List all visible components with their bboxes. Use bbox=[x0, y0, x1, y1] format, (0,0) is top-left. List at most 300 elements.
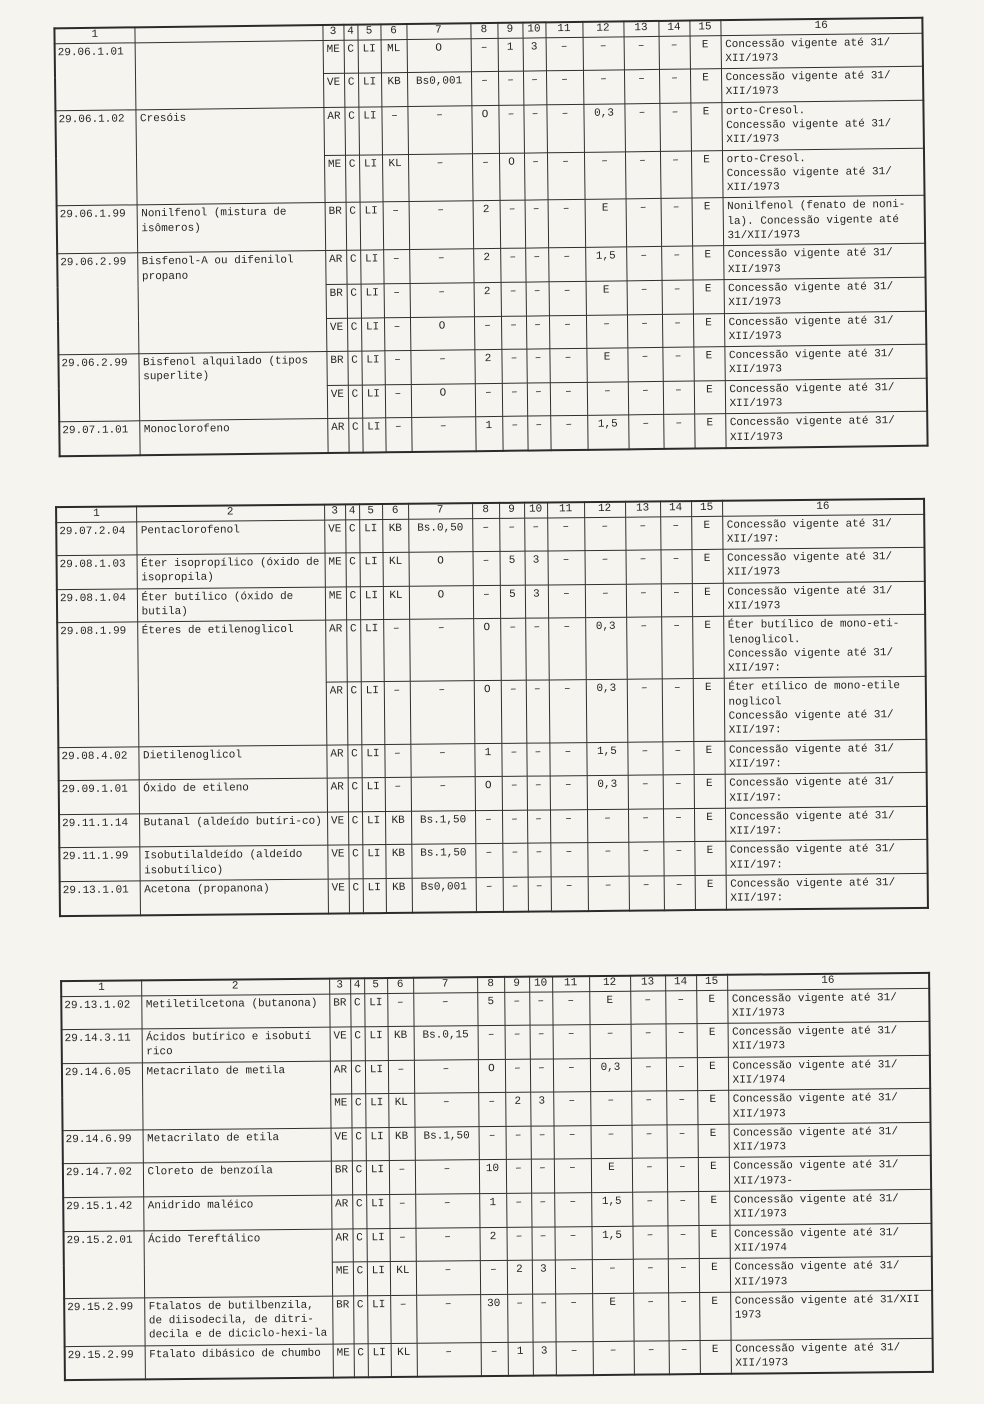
cell-value: KL bbox=[383, 552, 409, 586]
cell-value: AR bbox=[325, 620, 347, 682]
cell-value: 3 bbox=[533, 1342, 556, 1376]
cell-value: – bbox=[663, 414, 694, 448]
cell-value: – bbox=[668, 1259, 699, 1293]
cell-value: – bbox=[629, 876, 664, 910]
cell-value: – bbox=[662, 679, 694, 741]
cell-value: E bbox=[694, 775, 725, 809]
cell-value: – bbox=[633, 1293, 668, 1341]
cell-observation: Concessão vigente até 31/ XII/1973 bbox=[723, 244, 925, 280]
cell-value: LI bbox=[358, 73, 381, 107]
cell-value: – bbox=[413, 992, 477, 1026]
cell-value: – bbox=[550, 382, 587, 416]
cell-value: E bbox=[586, 348, 627, 382]
cell-code: 29.07.2.04 bbox=[56, 521, 136, 555]
cell-value: – bbox=[501, 681, 527, 743]
tariff-table-3 bbox=[60, 972, 934, 1382]
table-row bbox=[64, 1290, 932, 1346]
cell-value: AR bbox=[331, 1229, 352, 1263]
cell-value: LI bbox=[365, 1094, 388, 1128]
cell-code: 29.14.7.02 bbox=[63, 1163, 143, 1197]
cell-value: AR bbox=[325, 251, 346, 285]
cell-value: – bbox=[547, 517, 584, 551]
cell-value: E bbox=[690, 35, 721, 69]
column-header: 2 bbox=[141, 979, 329, 996]
cell-value: – bbox=[389, 1161, 415, 1195]
cell-value: – bbox=[659, 36, 690, 70]
cell-value: – bbox=[553, 1058, 590, 1092]
cell-value: 30 bbox=[480, 1294, 507, 1342]
cell-value: – bbox=[661, 246, 692, 280]
cell-value: – bbox=[626, 247, 661, 281]
cell-value: LI bbox=[366, 1127, 389, 1161]
cell-value: C bbox=[347, 284, 361, 318]
cell-value: – bbox=[667, 1124, 698, 1158]
cell-value: E bbox=[697, 1091, 728, 1125]
cell-product-name: Bisfenol alquilado (tipos superlite) bbox=[138, 352, 327, 421]
cell-code: 29.15.2.99 bbox=[65, 1346, 145, 1381]
cell-code: 29.15.1.42 bbox=[63, 1197, 143, 1231]
cell-value: – bbox=[408, 153, 473, 202]
cell-value: – bbox=[471, 38, 498, 72]
cell-value: 2 bbox=[479, 1227, 506, 1261]
cell-value: 0,3 bbox=[583, 104, 625, 152]
column-header: 10 bbox=[529, 976, 552, 991]
cell-value: 2 bbox=[473, 201, 501, 249]
column-header: 11 bbox=[545, 22, 582, 37]
cell-value: – bbox=[550, 776, 587, 810]
cell-value: VE bbox=[327, 385, 348, 419]
cell-value: – bbox=[410, 350, 474, 384]
column-header: 4 bbox=[350, 978, 364, 993]
cell-observation: Concessão vigente até 31/ XII/1973 bbox=[730, 1257, 932, 1293]
column-header: 1 bbox=[54, 27, 134, 43]
cell-product-name: Monoclorofeno bbox=[139, 419, 327, 455]
cell-value: – bbox=[410, 681, 475, 744]
cell-value: – bbox=[663, 808, 694, 842]
cell-value: KB bbox=[381, 73, 407, 107]
cell-code: 29.06.1.02 bbox=[55, 110, 136, 207]
cell-value: 5 bbox=[477, 992, 504, 1026]
cell-value: – bbox=[500, 618, 526, 680]
cell-value: C bbox=[352, 1128, 366, 1162]
cell-value: – bbox=[585, 550, 626, 584]
cell-value: – bbox=[531, 1193, 554, 1227]
cell-value: 5 bbox=[500, 551, 525, 585]
cell-product-name: Éter butílico (óxido de butila) bbox=[137, 587, 325, 622]
cell-value: ME bbox=[333, 1344, 354, 1378]
cell-value: E bbox=[694, 808, 725, 842]
cell-code: 29.07.1.01 bbox=[59, 421, 139, 456]
cell-value: – bbox=[667, 1192, 698, 1226]
cell-value: VE bbox=[331, 1128, 352, 1162]
cell-value: – bbox=[625, 516, 660, 550]
cell-value: LI bbox=[362, 385, 385, 419]
cell-value: 1 bbox=[479, 1193, 506, 1227]
cell-value: – bbox=[531, 1159, 554, 1193]
cell-value: – bbox=[627, 679, 663, 742]
cell-observation: Concessão vigente até 31/ XII/1973 bbox=[729, 1122, 931, 1158]
cell-value: – bbox=[626, 617, 662, 680]
cell-product-name: Ftalatos de butilbenzila, de diisodecila, de ditri-decila e de diciclo-hexi-la bbox=[144, 1296, 332, 1346]
cell-value: KL bbox=[383, 586, 409, 620]
cell-value: – bbox=[532, 1294, 555, 1342]
column-header: 4 bbox=[343, 25, 357, 40]
cell-value: ME bbox=[325, 553, 346, 587]
cell-value: C bbox=[345, 155, 360, 203]
cell-value: – bbox=[593, 1341, 634, 1375]
cell-product-name: Óxido de etileno bbox=[139, 778, 327, 813]
cell-value: – bbox=[552, 991, 589, 1025]
cell-value: – bbox=[416, 1261, 480, 1295]
cell-value: C bbox=[354, 1343, 368, 1377]
cell-value: O bbox=[409, 552, 473, 586]
cell-value: – bbox=[505, 1025, 530, 1059]
cell-value: LI bbox=[360, 553, 383, 587]
cell-value: – bbox=[626, 199, 662, 247]
cell-value: E bbox=[691, 549, 722, 583]
cell-value: – bbox=[501, 349, 526, 383]
cell-value: ME bbox=[325, 587, 346, 621]
cell-value: – bbox=[554, 1226, 591, 1260]
cell-value: E bbox=[692, 583, 723, 617]
cell-value: 2 bbox=[507, 1260, 532, 1294]
cell-observation: Éter etílico de mono-etile noglicol Concessão vigente até 31/ XII/197: bbox=[724, 677, 927, 741]
cell-value: – bbox=[502, 776, 527, 810]
cell-value: C bbox=[348, 845, 362, 879]
cell-observation: Concessão vigente até 31/ XII/1973 bbox=[725, 378, 927, 414]
cell-value: AR bbox=[327, 778, 348, 812]
cell-value: O bbox=[410, 316, 474, 350]
cell-value: – bbox=[626, 584, 661, 618]
cell-value: – bbox=[628, 415, 663, 450]
cell-value: C bbox=[353, 1296, 367, 1344]
cell-value: KB bbox=[388, 1026, 414, 1060]
tariff-table-2 bbox=[55, 498, 929, 917]
cell-value: – bbox=[411, 777, 475, 811]
cell-value: – bbox=[417, 1342, 481, 1377]
cell-observation: Concessão vigente até 31/ XII/1973 bbox=[728, 1021, 930, 1057]
cell-value: VE bbox=[326, 318, 347, 352]
cell-value: – bbox=[415, 1194, 479, 1228]
cell-observation: Concessão vigente até 31/ XII/1973 bbox=[727, 988, 929, 1024]
cell-value: – bbox=[523, 105, 547, 153]
column-header: 1 bbox=[61, 980, 141, 996]
column-header: 15 bbox=[691, 501, 722, 516]
table-section-2 bbox=[55, 498, 929, 917]
cell-value: – bbox=[632, 1226, 667, 1260]
cell-value: – bbox=[663, 842, 694, 876]
column-header: 15 bbox=[696, 975, 727, 990]
cell-value: 1,5 bbox=[591, 1226, 632, 1260]
cell-value: 2 bbox=[474, 282, 501, 316]
column-header: 7 bbox=[408, 503, 472, 519]
cell-value: – bbox=[669, 1340, 700, 1374]
cell-value: – bbox=[661, 617, 693, 679]
cell-value: 2 bbox=[505, 1092, 530, 1126]
cell-value: – bbox=[501, 316, 526, 350]
cell-product-name: Metacrilato de etila bbox=[143, 1128, 331, 1163]
cell-value: – bbox=[525, 248, 548, 282]
cell-value: KB bbox=[385, 845, 411, 879]
cell-value: – bbox=[586, 314, 627, 348]
cell-value: E bbox=[696, 990, 727, 1024]
cell-value: KL bbox=[391, 1343, 417, 1377]
cell-value: AR bbox=[331, 1195, 352, 1229]
cell-value: – bbox=[667, 1158, 698, 1192]
column-header: 1 bbox=[56, 506, 136, 522]
cell-value: LI bbox=[361, 682, 385, 744]
cell-value: E bbox=[694, 842, 725, 876]
column-header: 13 bbox=[630, 975, 665, 990]
cell-value: – bbox=[628, 809, 663, 843]
cell-value: C bbox=[347, 318, 361, 352]
cell-value: – bbox=[499, 518, 524, 552]
cell-value: E bbox=[692, 246, 723, 280]
cell-value: – bbox=[659, 69, 690, 103]
column-header: 3 bbox=[322, 25, 343, 40]
cell-observation: Nonilfenol (fenato de noni- la). Concessão vigente até 31/XII/1973 bbox=[723, 196, 926, 246]
cell-value: – bbox=[663, 775, 694, 809]
cell-value: – bbox=[555, 1260, 592, 1294]
cell-observation: Concessão vigente até 31/ XII/197: bbox=[725, 773, 927, 809]
cell-value: C bbox=[348, 812, 362, 846]
cell-value: 1,5 bbox=[587, 415, 628, 450]
column-header: 8 bbox=[472, 503, 499, 518]
cell-value: – bbox=[662, 347, 693, 381]
cell-value: C bbox=[352, 1161, 366, 1195]
cell-value: – bbox=[410, 283, 474, 317]
cell-value: O bbox=[407, 38, 471, 72]
cell-value: AR bbox=[330, 1061, 351, 1095]
cell-observation: Concessão vigente até 31/ XII/1973 bbox=[723, 581, 925, 617]
cell-observation: Concessão vigente até 31/ XII/1973 bbox=[729, 1189, 931, 1225]
cell-value: – bbox=[554, 1193, 591, 1227]
cell-value: VE bbox=[330, 1027, 351, 1061]
cell-code: 29.06.1.99 bbox=[57, 205, 138, 254]
cell-value: KB bbox=[386, 878, 412, 912]
cell-value: – bbox=[546, 70, 583, 104]
cell-value: – bbox=[472, 153, 500, 201]
cell-value: – bbox=[381, 106, 408, 154]
cell-value: – bbox=[414, 1093, 478, 1127]
table-section-3 bbox=[60, 972, 934, 1382]
cell-value: – bbox=[633, 1259, 668, 1293]
cell-value: LI bbox=[363, 879, 386, 913]
cell-product-name: Butanal (aldeído butíri-co) bbox=[139, 812, 327, 847]
cell-value: BR bbox=[326, 284, 347, 318]
cell-code: 29.06.1.01 bbox=[55, 42, 136, 110]
cell-value: – bbox=[548, 200, 586, 248]
cell-product-name: Ftalato dibásico de chumbo bbox=[145, 1344, 333, 1380]
column-header: 12 bbox=[589, 976, 630, 991]
table-section-1 bbox=[53, 17, 928, 458]
cell-value: LI bbox=[366, 1161, 389, 1195]
column-header: 14 bbox=[660, 501, 691, 516]
column-header: 10 bbox=[524, 502, 547, 517]
cell-value: – bbox=[628, 381, 663, 415]
cell-value: – bbox=[530, 1059, 553, 1093]
cell-value: C bbox=[346, 620, 361, 682]
cell-value: – bbox=[385, 418, 411, 452]
cell-value: – bbox=[584, 517, 625, 551]
cell-observation: Concessão vigente até 31/ XII/1973- bbox=[729, 1156, 931, 1192]
cell-value: – bbox=[479, 1126, 506, 1160]
cell-value: AR bbox=[327, 419, 348, 453]
cell-value: – bbox=[473, 585, 500, 619]
cell-value: C bbox=[351, 1094, 365, 1128]
cell-value: – bbox=[550, 843, 587, 877]
cell-observation: Concessão vigente até 31/ XII/1973 bbox=[724, 311, 926, 347]
cell-value: – bbox=[500, 248, 525, 282]
cell-value: 3 bbox=[532, 1260, 555, 1294]
cell-value: – bbox=[550, 809, 587, 843]
column-header: 5 bbox=[357, 24, 380, 39]
cell-value: 1 bbox=[475, 417, 502, 451]
cell-value: LI bbox=[361, 351, 384, 385]
column-header: 11 bbox=[552, 976, 589, 991]
cell-value: – bbox=[627, 314, 662, 348]
cell-value: C bbox=[352, 1228, 366, 1262]
cell-value: C bbox=[350, 993, 364, 1027]
cell-code: 29.06.2.99 bbox=[57, 253, 138, 355]
cell-value: ME bbox=[324, 155, 346, 203]
cell-value: – bbox=[664, 876, 695, 910]
cell-value: – bbox=[415, 1227, 479, 1261]
cell-value: LI bbox=[360, 586, 383, 620]
cell-observation: Concessão vigente até 31/ XII/1973 bbox=[721, 66, 923, 102]
cell-value: 3 bbox=[523, 37, 546, 71]
cell-value: – bbox=[592, 1259, 633, 1293]
cell-value: – bbox=[526, 282, 549, 316]
cell-code: 29.11.1.14 bbox=[59, 814, 139, 848]
cell-value: – bbox=[553, 1092, 590, 1126]
cell-value: E bbox=[589, 991, 630, 1025]
cell-value: – bbox=[660, 151, 692, 199]
cell-product-name: Ácido Tereftálico bbox=[144, 1229, 333, 1298]
column-header: 10 bbox=[522, 22, 545, 37]
cell-value: – bbox=[526, 743, 549, 777]
cell-value: BR bbox=[326, 351, 347, 385]
cell-value: – bbox=[409, 249, 473, 283]
cell-value: – bbox=[384, 351, 410, 385]
cell-value: – bbox=[551, 877, 588, 911]
cell-product-name: Metacrilato de metila bbox=[142, 1061, 331, 1130]
table-row bbox=[60, 873, 928, 915]
cell-value: LI bbox=[366, 1195, 389, 1229]
cell-value: – bbox=[667, 1225, 698, 1259]
cell-value: LI bbox=[362, 811, 385, 845]
cell-value: LI bbox=[367, 1295, 390, 1343]
cell-value: E bbox=[699, 1292, 730, 1340]
cell-value: C bbox=[346, 250, 360, 284]
cell-value: – bbox=[555, 1293, 592, 1341]
cell-value: – bbox=[506, 1126, 531, 1160]
cell-value: – bbox=[415, 1160, 479, 1194]
column-header: 12 bbox=[584, 502, 625, 517]
cell-value: – bbox=[631, 1024, 666, 1058]
cell-value: BR bbox=[329, 993, 350, 1027]
cell-value: E bbox=[690, 102, 722, 150]
cell-value: LI bbox=[364, 993, 387, 1027]
cell-value: – bbox=[409, 201, 474, 250]
cell-value: – bbox=[502, 844, 527, 878]
cell-value: – bbox=[665, 990, 696, 1024]
cell-code: 29.09.1.01 bbox=[59, 780, 139, 814]
cell-value: – bbox=[473, 552, 500, 586]
cell-value: ME bbox=[332, 1262, 353, 1296]
column-header: 16 bbox=[720, 18, 922, 35]
cell-product-name: Isobutilaldeído (aldeído isobutílico) bbox=[139, 846, 327, 881]
cell-value: – bbox=[384, 682, 411, 744]
cell-value: LI bbox=[368, 1343, 391, 1377]
cell-value: – bbox=[385, 384, 411, 418]
cell-value: E bbox=[698, 1225, 729, 1259]
cell-value: O bbox=[478, 1059, 505, 1093]
column-header: 13 bbox=[623, 21, 658, 36]
column-header: 8 bbox=[470, 23, 497, 38]
cell-value: LI bbox=[359, 519, 382, 553]
cell-value: – bbox=[663, 381, 694, 415]
cell-product-name bbox=[135, 40, 324, 109]
cell-value: VE bbox=[327, 845, 348, 879]
column-header: 2 bbox=[136, 505, 324, 522]
cell-value: C bbox=[348, 385, 362, 419]
cell-product-name: Cloreto de benzoíla bbox=[143, 1162, 331, 1197]
cell-value: LI bbox=[362, 845, 385, 879]
cell-value: BR bbox=[325, 203, 347, 251]
column-header: 11 bbox=[547, 502, 584, 517]
cell-value: E bbox=[591, 1159, 632, 1193]
cell-value: 3 bbox=[525, 551, 548, 585]
cell-value: BR bbox=[331, 1161, 352, 1195]
cell-value: C bbox=[351, 1060, 365, 1094]
cell-value: – bbox=[627, 280, 662, 314]
cell-value: 5 bbox=[500, 585, 525, 619]
cell-value: – bbox=[583, 70, 624, 104]
cell-value: – bbox=[531, 1227, 554, 1261]
cell-value: – bbox=[525, 200, 549, 248]
cell-product-name: Bisfenol-A ou difenilol propano bbox=[137, 251, 326, 354]
cell-value: – bbox=[498, 71, 523, 105]
column-header: 15 bbox=[689, 20, 720, 35]
cell-value: ML bbox=[381, 39, 407, 73]
cell-value: – bbox=[507, 1294, 532, 1342]
cell-product-name: Metiletilcetona (butanona) bbox=[141, 994, 329, 1029]
cell-value: – bbox=[628, 842, 663, 876]
cell-value: – bbox=[625, 151, 661, 199]
cell-observation: Concessão vigente até 31/ XII/197: bbox=[726, 873, 928, 909]
cell-value: VE bbox=[327, 812, 348, 846]
cell-value: C bbox=[352, 1195, 366, 1229]
cell-value: – bbox=[526, 680, 550, 742]
column-header: 13 bbox=[625, 501, 660, 516]
cell-value: – bbox=[409, 619, 474, 682]
cell-value: AR bbox=[326, 745, 347, 779]
cell-value: – bbox=[624, 36, 659, 70]
cell-product-name: Dietilenoglicol bbox=[138, 745, 326, 780]
cell-product-name: Anidrido maléico bbox=[143, 1195, 331, 1230]
cell-value: – bbox=[548, 618, 586, 681]
cell-value: E bbox=[690, 69, 721, 103]
cell-value: 1,5 bbox=[585, 247, 626, 281]
cell-value: KB bbox=[385, 811, 411, 845]
cell-value: 3 bbox=[525, 585, 548, 619]
cell-observation: Concessão vigente até 31/ XII/197: bbox=[725, 806, 927, 842]
cell-value: C bbox=[348, 418, 362, 452]
cell-value: – bbox=[587, 809, 628, 843]
cell-value: – bbox=[527, 843, 550, 877]
cell-value: – bbox=[384, 744, 410, 778]
